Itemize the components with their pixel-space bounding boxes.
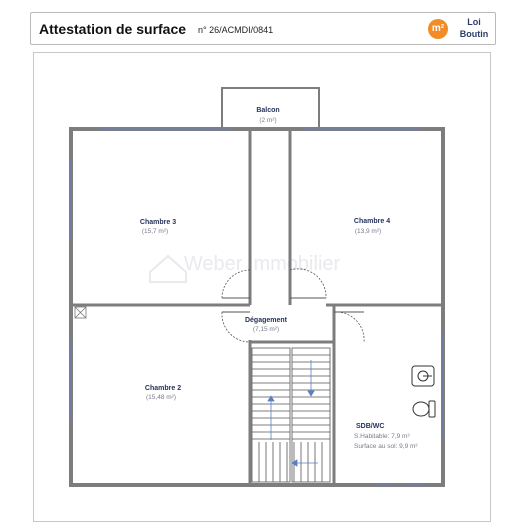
room-area-chambre4: (13,9 m²) xyxy=(354,228,382,235)
room-area-degagement: (7,15 m²) xyxy=(252,326,280,333)
room-floor-area-sdb: Surface au sol: 9,9 m² xyxy=(354,443,418,450)
duct-icon xyxy=(75,307,86,318)
m2-logo-icon: m² xyxy=(428,19,448,39)
watermark-text: Weber Immobilier xyxy=(183,253,341,275)
logo-text-line1: Loi xyxy=(467,17,481,27)
document-title: Attestation de surface xyxy=(39,21,187,37)
room-area-chambre2: (15,48 m²) xyxy=(146,394,176,401)
logo-text-line2: Boutin xyxy=(459,29,489,39)
room-name-balcon: Balcon xyxy=(256,107,280,114)
watermark-house-icon xyxy=(150,256,186,282)
room-name-chambre4: Chambre 4 xyxy=(353,218,391,225)
room-name-degagement: Dégagement xyxy=(244,317,288,324)
room-name-chambre3: Chambre 3 xyxy=(139,219,177,226)
toilet-icon xyxy=(413,401,435,417)
room-name-chambre2: Chambre 2 xyxy=(144,385,182,392)
shower-icon xyxy=(412,366,434,386)
room-area-balcon: (2 m²) xyxy=(259,117,277,124)
room-name-sdb: SDB/WC xyxy=(356,423,385,430)
staircase xyxy=(252,348,330,482)
room-area-chambre3: (15,7 m²) xyxy=(141,228,169,235)
windows xyxy=(71,129,443,440)
document-reference: n° 26/ACMDI/0841 xyxy=(198,25,274,35)
room-habitable-sdb: S.Habitable: 7,9 m² xyxy=(354,433,410,440)
